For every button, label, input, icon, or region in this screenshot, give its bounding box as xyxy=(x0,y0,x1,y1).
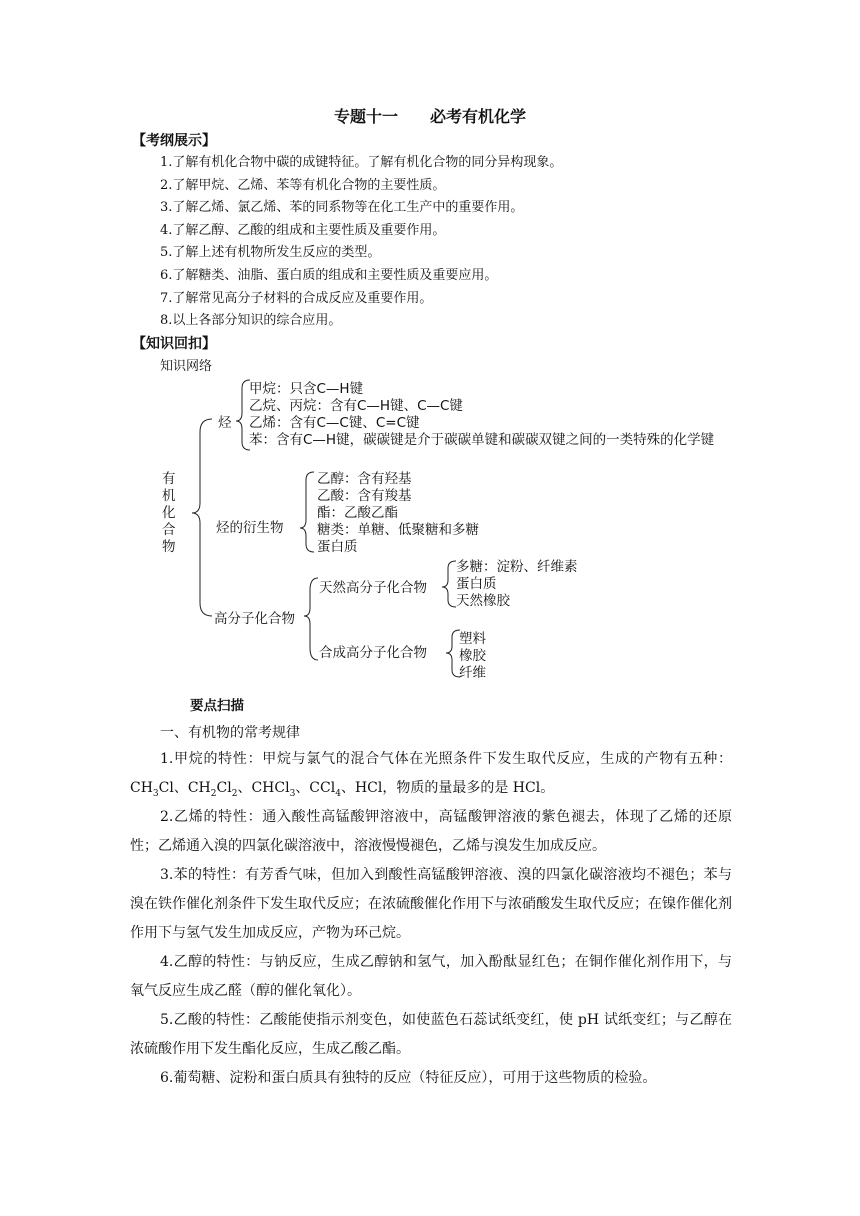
root-char: 物 xyxy=(162,539,176,555)
outline-item: 4.了解乙醇、乙酸的组成和主要性质及重要作用。 xyxy=(160,222,446,238)
synthetic-polymer-item: 纤维 xyxy=(459,665,486,681)
derivatives-item: 乙醇：含有羟基 xyxy=(317,471,412,487)
hydrocarbon-label: 烃 xyxy=(218,415,232,431)
synthetic-polymer-item: 橡胶 xyxy=(459,648,486,664)
methane-text: 1.甲烷的特性：甲烷与氯气的混合气体在光照条件下发生取代反应，生成的产物有五种： xyxy=(160,751,732,767)
outline-item: 2.了解甲烷、乙烯、苯等有机化合物的主要性质。 xyxy=(160,177,446,193)
derivatives-item: 乙酸：含有羧基 xyxy=(317,488,412,504)
root-brace xyxy=(192,419,212,616)
polymers-label: 高分子化合物 xyxy=(214,611,295,627)
root-char: 合 xyxy=(162,522,176,538)
natural-polymer-label: 天然高分子化合物 xyxy=(319,580,427,596)
paragraph-benzene: 3.苯的特性：有芳香气味，但加入到酸性高锰酸钾溶液、溴的四氯化碳溶液均不褪色；苯与溴在铁作催化剂条件下发生取代反应；在浓硫酸催化作用下与浓硝酸发生取代反应；在镍作催化剂作用下与氢气发生加成反应，产物为环己烷。 xyxy=(130,867,732,941)
synthetic-polymer-item: 塑料 xyxy=(459,631,486,647)
natural-polymer-item: 蛋白质 xyxy=(456,576,497,592)
root-char: 机 xyxy=(162,488,176,504)
outline-item: 5.了解上述有机物所发生反应的类型。 xyxy=(160,245,381,261)
rules-heading: 一、有机物的常考规律 xyxy=(160,725,300,741)
network-label: 知识网络 xyxy=(160,359,213,374)
outline-heading: 【考纲展示】 xyxy=(132,133,216,149)
outline-item: 8.以上各部分知识的综合应用。 xyxy=(160,313,342,329)
hydrocarbon-item: 甲烷：只含C—H键 xyxy=(249,381,364,397)
synthetic-polymer-label: 合成高分子化合物 xyxy=(319,645,427,661)
outline-item: 7.了解常见高分子材料的合成反应及重要作用。 xyxy=(160,290,433,306)
derivatives-item: 酯：乙酸乙酯 xyxy=(317,505,398,521)
page-title: 专题十一 必考有机化学 xyxy=(333,107,526,126)
natural-polymer-brace xyxy=(442,561,456,607)
natural-polymer-item: 天然橡胶 xyxy=(456,593,510,609)
derivatives-item: 蛋白质 xyxy=(317,539,358,555)
summary-heading: 要点扫描 xyxy=(190,698,244,714)
paragraph-acetic-acid: 5.乙酸的特性：乙酸能使指示剂变色，如使蓝色石蕊试纸变红，使 pH 试纸变红；与乙醇在浓硫酸作用下发生酯化反应，生成乙酸乙酯。 xyxy=(130,1012,732,1057)
root-char: 有 xyxy=(162,471,176,487)
outline-item: 3.了解乙烯、氯乙烯、苯的同系物等在化工生产中的重要作用。 xyxy=(160,200,524,216)
outline-item: 1.了解有机化合物中碳的成键特征。了解有机化合物的同分异构现象。 xyxy=(160,155,563,170)
outline-list xyxy=(160,152,562,333)
polymers-brace xyxy=(304,578,318,660)
paragraph-ethanol: 4.乙醇的特性：与钠反应，生成乙醇钠和氢气，加入酚酞显红色；在铜作催化剂作用下，与氧气反应生成乙醛（醇的催化氧化）。 xyxy=(130,954,732,999)
paragraph-characteristic-reactions: 6.葡萄糖、淀粉和蛋白质具有独特的反应（特征反应），可用于这些物质的检验。 xyxy=(160,1070,657,1086)
hydrocarbon-item: 乙烷、丙烷：含有C—H键、C—C键 xyxy=(249,398,463,414)
review-heading: 【知识回扣】 xyxy=(132,336,216,352)
methane-products: $CH_3Cl$、$CH_2Cl_2$、CHCl$_3$、CCl$_4$、HCl，物质的量最多的是 HCl。 xyxy=(130,780,555,799)
hydrocarbon-brace xyxy=(236,380,250,450)
derivatives-brace xyxy=(300,472,314,552)
derivatives-item: 糖类：单糖、低聚糖和多糖 xyxy=(317,522,479,538)
hydrocarbon-item: 苯：含有C—H键，碳碳键是介于碳碳单键和碳碳双键之间的一类特殊的化学键 xyxy=(249,432,715,448)
derivatives-label: 烃的衍生物 xyxy=(216,520,284,536)
synthetic-polymer-brace xyxy=(446,630,460,677)
paragraph-ethylene: 2.乙烯的特性：通入酸性高锰酸钾溶液中，高锰酸钾溶液的紫色褪去，体现了乙烯的还原性；乙烯通入溴的四氯化碳溶液中，溶液慢慢褪色，乙烯与溴发生加成反应。 xyxy=(130,809,732,854)
outline-item: 6.了解糖类、油脂、蛋白质的组成和主要性质及重要应用。 xyxy=(160,267,498,283)
paragraph-methane xyxy=(130,745,732,809)
root-char: 化 xyxy=(162,505,176,521)
hydrocarbon-item: 乙烯：含有C—C键、C=C键 xyxy=(249,415,420,431)
natural-polymer-item: 多糖：淀粉、纤维素 xyxy=(456,559,578,575)
